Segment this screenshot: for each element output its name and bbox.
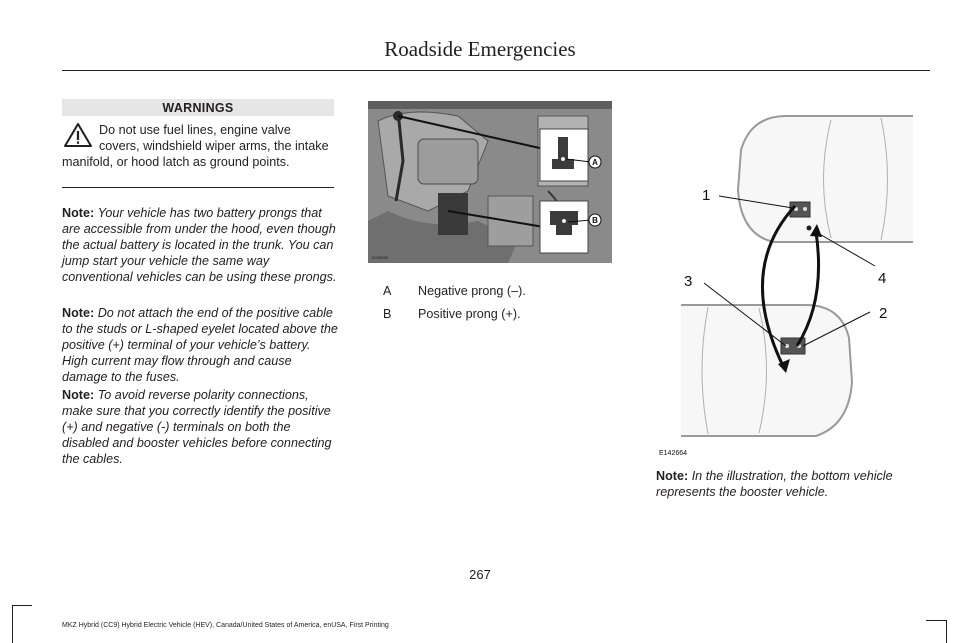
note-text: To avoid reverse polarity connections, make sure that you correctly identify the positive (+) and negative (-) terminals on both the disabled and booster vehicles before connecting the cables. xyxy=(62,388,332,466)
page-number: 267 xyxy=(469,567,491,582)
crop-mark xyxy=(12,605,32,606)
jump-start-diagram xyxy=(656,100,930,460)
crop-mark xyxy=(926,620,946,621)
note-label: Note: xyxy=(62,206,95,220)
figure-code: E208096 xyxy=(372,255,389,260)
note-label: Note: xyxy=(62,388,95,402)
crop-mark xyxy=(12,605,13,643)
callout-a: A xyxy=(592,158,598,167)
callout-2: 2 xyxy=(879,305,888,322)
crop-mark xyxy=(946,620,947,643)
note-text: In the illustration, the bottom vehicle represents the booster vehicle. xyxy=(656,469,893,499)
engine-bay-illustration xyxy=(368,101,612,263)
legend-letter: A xyxy=(383,284,392,298)
note-text: Your vehicle has two battery prongs that are accessible from under the hood, even though the actual battery is located in the trunk. You can jump start your vehicle the same way conventional vehicles can be using these prongs. xyxy=(62,206,337,284)
callout-1: 1 xyxy=(702,187,711,204)
page-title: Roadside Emergencies xyxy=(384,37,576,61)
note-text: Do not attach the end of the positive cable to the studs or L-shaped eyelet located above the positive (+) terminal of your vehicle’s battery. High current may flow through and cause damage to the fuses. xyxy=(62,306,338,384)
warning-triangle-icon xyxy=(62,121,94,149)
note-positive-cable xyxy=(62,305,338,385)
warnings-title: WARNINGS xyxy=(162,101,234,115)
footer-text: MKZ Hybrid (CC9) Hybrid Electric Vehicle (HEV), Canada/United States of America, enUSA, First Printing xyxy=(62,622,389,629)
figure-code: E142664 xyxy=(659,450,688,457)
warning-text: Do not use fuel lines, engine valve covers, windshield wiper arms, the intake manifold, or hood latch as ground points. xyxy=(62,123,329,169)
callout-b: B xyxy=(592,216,598,225)
legend-text: Positive prong (+). xyxy=(418,307,521,321)
warning-divider xyxy=(62,187,334,188)
warning-paragraph xyxy=(62,122,334,170)
callout-4: 4 xyxy=(878,270,887,287)
note-booster-vehicle xyxy=(656,468,932,500)
header-divider xyxy=(62,70,930,71)
note-reverse-polarity xyxy=(62,387,338,467)
note-battery-prongs xyxy=(62,205,338,285)
callout-3: 3 xyxy=(684,273,693,290)
legend-letter: B xyxy=(383,307,392,321)
note-label: Note: xyxy=(62,306,95,320)
note-label: Note: xyxy=(656,469,689,483)
legend-text: Negative prong (–). xyxy=(418,284,526,298)
